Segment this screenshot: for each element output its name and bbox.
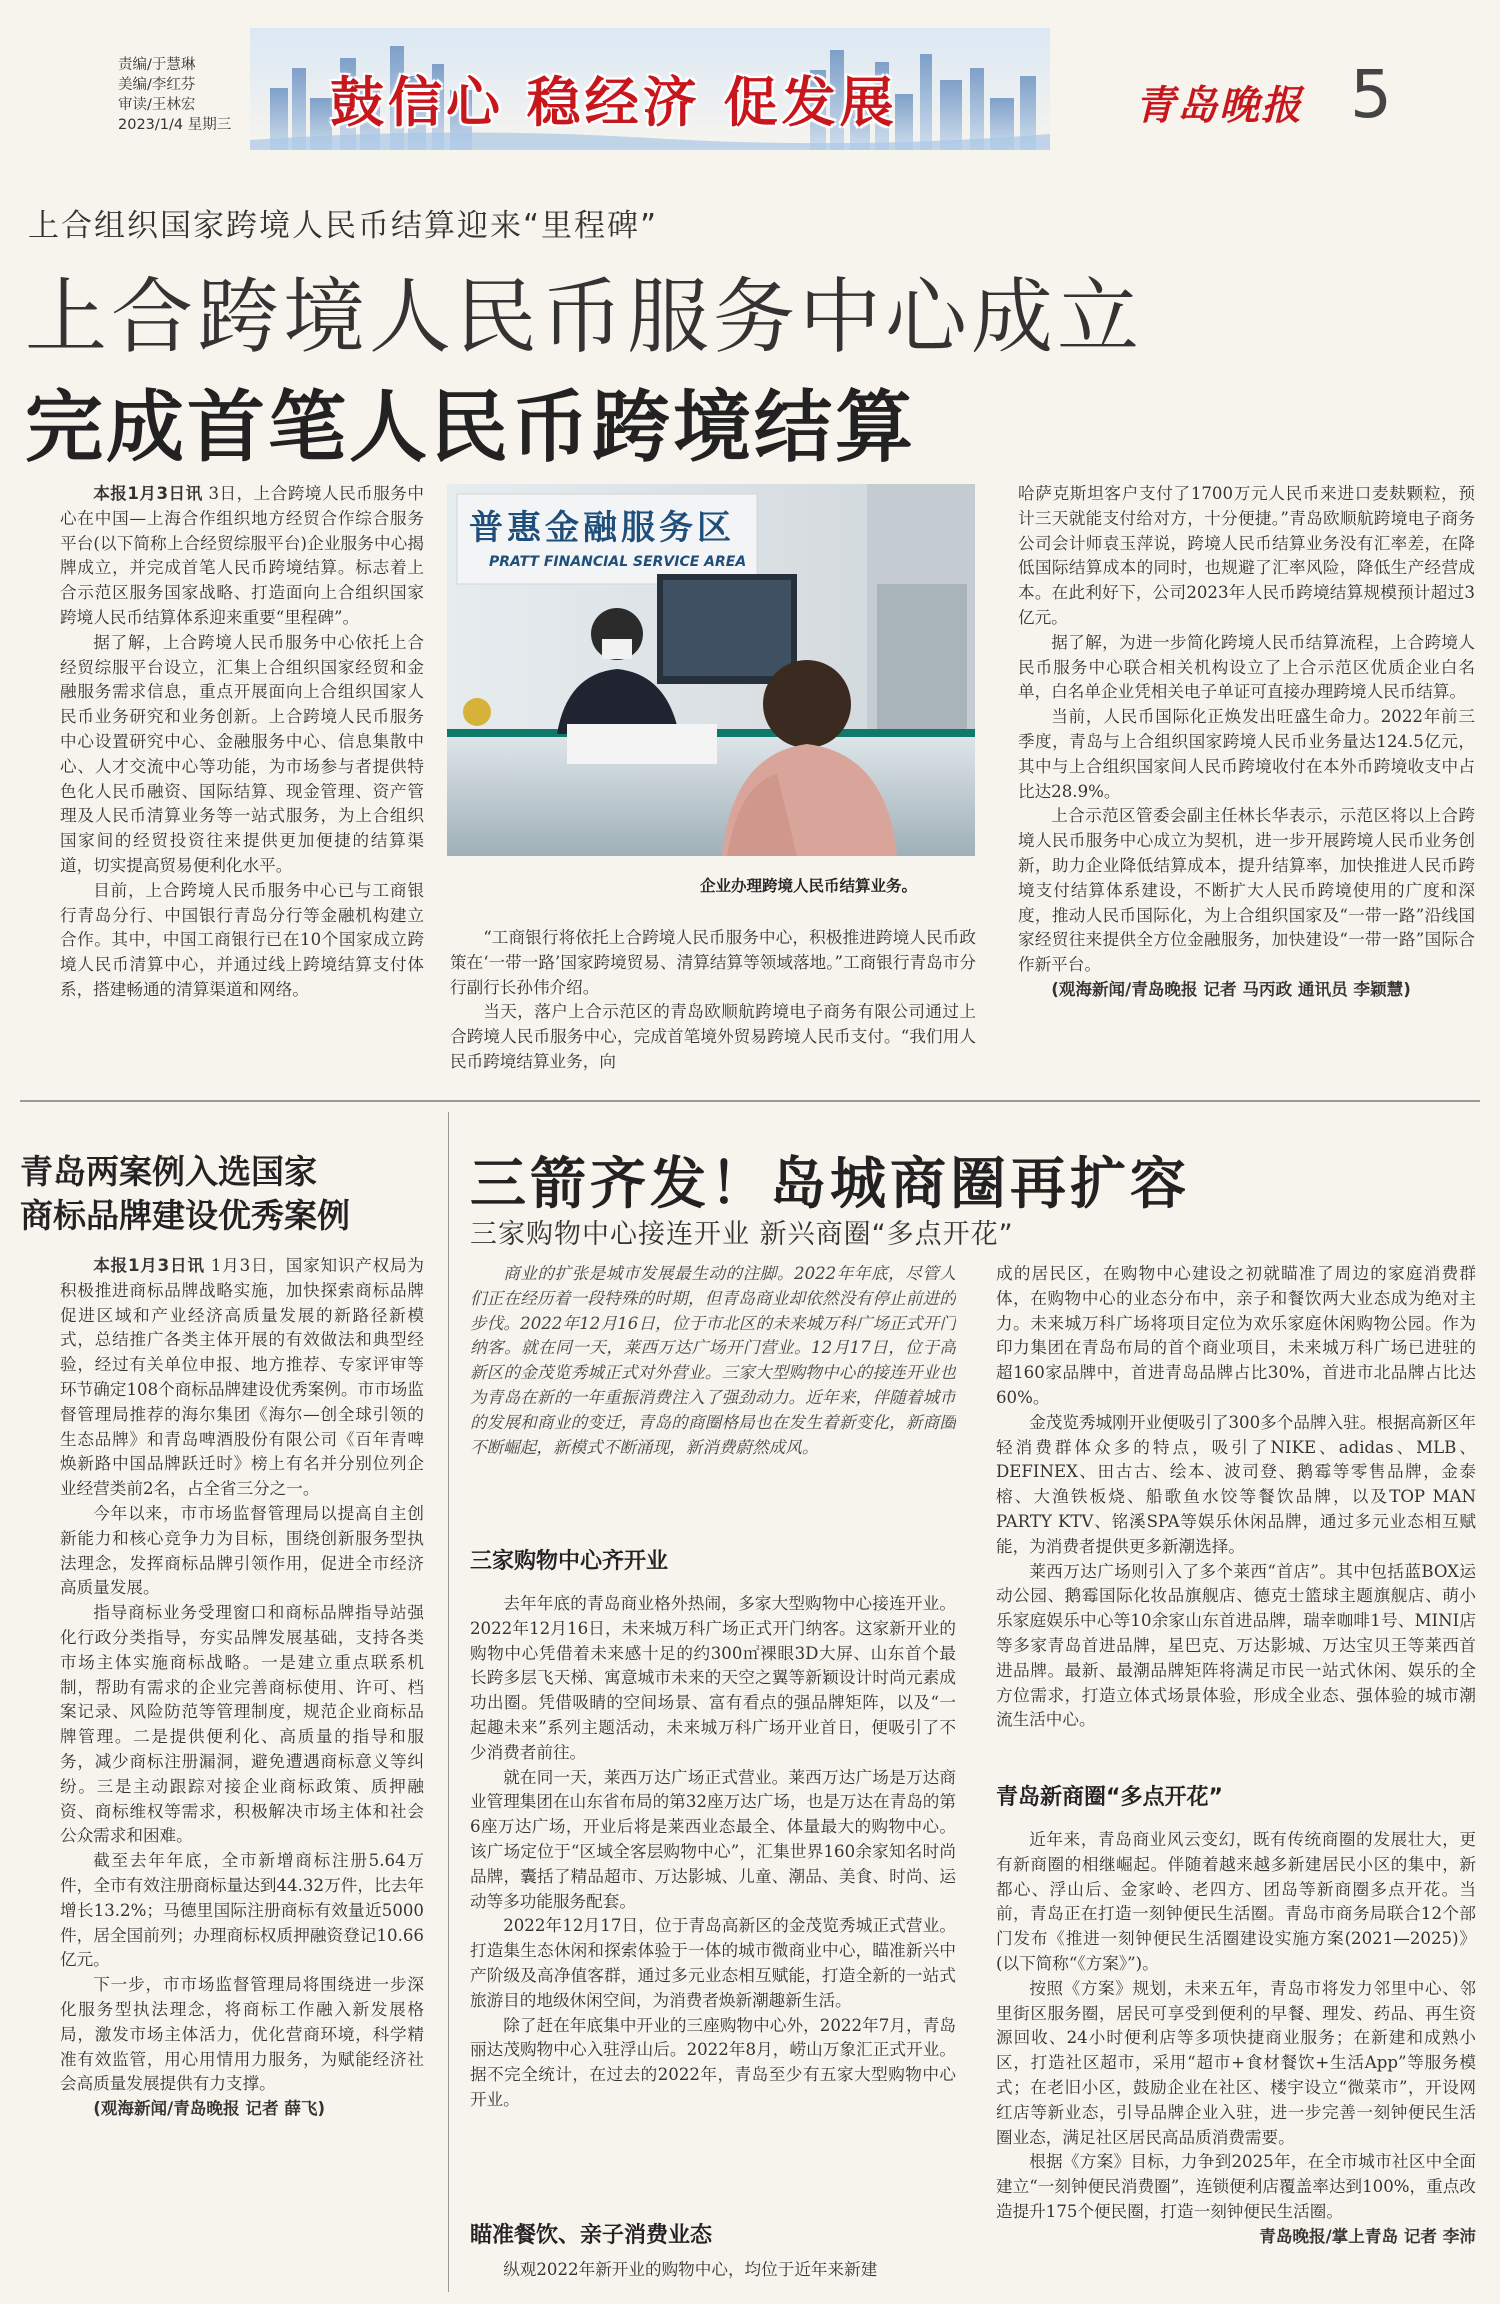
mall-column-3 <box>996 1828 1476 2294</box>
trademark-p2: 今年以来，市市场监督管理局以提高自主创新能力和核心竞争力为目标，围绕创新服务型执法理念，发挥商标品牌引领作用，促进全市经济高质量发展。 <box>60 1503 424 1598</box>
mall-intro-text: 商业的扩张是城市发展最生动的注脚。2022年年底，尽管人们正在经历着一段特殊的时期，但青岛商业却依然没有停止前进的步伐。2022年12月16日，位于市北区的未来城万科广场正式开门纳客。就在同一天，莱西万达广场开门营业。12月17日，位于高新区的金茂览秀城正式对外营业。三家大型购物中心的接连开业也为青岛在新的一年重振消费注入了强劲动力。近年来，伴随着城市的发展和商业的变迁，青岛的商圈格局也在发生着新变化，新商圈不断崛起，新模式不断涌现，新消费蔚然成风。 <box>470 1264 956 1457</box>
trademark-p1: 1月3日，国家知识产权局为积极推进商标品牌战略实施，加快探索商标品牌促进区域和产业经济高质量发展的新路径新模式，总结推广各类主体开展的有效做法和典型经验，经过有关单位申报、地方推荐、专家评审等环节确定108个商标品牌建设优秀案例。市市场监督管理局推荐的海尔集团《海尔—创全球引领的生态品牌》和青岛啤酒股份有限公司《百年青啤焕新路中国品牌跃迁时》榜上有名并分别位列企业经营类前2名，占全省三分之一。 <box>60 1256 424 1499</box>
lead-headline-line2: 完成首笔人民币跨境结算 <box>25 383 917 473</box>
proofreader-credit: 审读/王林宏 <box>118 97 196 113</box>
photo-caption: 企业办理跨境人民币结算业务。 <box>700 877 918 895</box>
trademark-byline: (观海新闻/青岛晚报 记者 薛飞) <box>93 2099 326 2119</box>
mall-section2-heading: 瞄准餐饮、亲子消费业态 <box>470 2223 713 2248</box>
lead-col1-p1: 3日，上合跨境人民币服务中心在中国—上海合作组织地方经贸合作综合服务平台(以下简称上合经贸综服平台)企业服务中心揭牌成立，并完成首笔人民币跨境结算。标志着上合示范区服务国家战略、打造面向上合组织国家跨境人民币结算体系迎来重要“里程碑”。 <box>60 484 424 627</box>
lead-column-2 <box>450 926 976 1084</box>
lead-col3-p4: 上合示范区管委会副主任林长华表示，示范区将以上合跨境人民币服务中心成立为契机，进一步开展跨境人民币业务创新，助力企业降低结算成本，提升结算率，加快推进人民币跨境支付结算体系建设，不断扩大人民币跨境使用的广度和深度，推动人民币国际化，为上合组织国家及“一带一路”沿线国家经贸往来提供全方位金融服务，加快建设“一带一路”国际合作新平台。 <box>1018 806 1475 975</box>
photo-sign-cn: 普惠金融服务区 <box>469 508 735 548</box>
trademark-p3: 指导商标业务受理窗口和商标品牌指导站强化行政分类指导，夯实品牌发展基础，支持各类市场主体实施商标战略。一是建立重点联系机制，帮助有需求的企业完善商标使用、许可、档案记录、风险防范等管理制度，规范企业商标品牌管理。二是提供便利化、高质量的指导和服务，减少商标注册漏洞，避免遭遇商标意义等纠纷。三是主动跟踪对接企业商标政策、质押融资、商标维权等需求，积极解决市场主体和社会公众需求和困难。 <box>60 1603 424 1846</box>
mall-column-2 <box>996 1262 1476 1762</box>
mall-c3-p3: 莱西万达广场则引入了多个莱西“首店”。其中包括蓝BOX运动公园、鹅霉国际化妆品旗舰店、德克士篮球主题旗舰店、萌小乐家庭娱乐中心等10余家山东首进品牌，瑞幸咖啡1号、MINI店等多家青岛首进品牌，星巴克、万达影城、万达宝贝王等莱西首进品牌。最新、最潮品牌矩阵将满足市民一站式休闲、娱乐的全方位需求，打造立体式场景体验，形成全业态、强体验的城市潮流生活中心。 <box>996 1561 1476 1730</box>
lead-col2-p1: “工商银行将依托上合跨境人民币服务中心，积极推进跨境人民币政策在‘一带一路’国家跨境贸易、清算结算等领域落地。”工商银行青岛市分行副行长孙伟介绍。 <box>450 928 976 997</box>
mall-headline: 三箭齐发！岛城商圈再扩容 <box>470 1152 1190 1217</box>
trademark-headline-line2: 商标品牌建设优秀案例 <box>20 1196 350 1235</box>
lead-col1-p3: 目前，上合跨境人民币服务中心已与工商银行青岛分行、中国银行青岛分行等金融机构建立合作。其中，中国工商银行已在10个国家成立跨境人民币清算中心，并通过线上跨境结算支付体系，搭建畅通的清算渠道和网络。 <box>60 880 424 999</box>
mall-intro <box>470 1262 956 1530</box>
mall-s2-p1: 纵观2022年新开业的购物中心，均位于近年来新建 <box>503 2260 878 2279</box>
mall-c3-p1: 成的居民区，在购物中心建设之初就瞄准了周边的家庭消费群体，在购物中心的业态分布中，亲子和餐饮两大业态成为绝对主力。未来城万科广场将项目定位为欢乐家庭休闲购物公园。作为印力集团在青岛布局的首个商业项目，未来城万科广场已进驻的超160家品牌中，首进青岛品牌占比30%，首进市北品牌占比达60%。 <box>996 1264 1476 1407</box>
mall-s3-p1: 近年来，青岛商业风云变幻，既有传统商圈的发展壮大，更有新商圈的相继崛起。伴随着越来越多新建居民小区的集中，新都心、浮山后、金家岭、老四方、团岛等新商圈多点开花。当前，青岛正在打造一刻钟便民生活圈。青岛市商务局联合12个部门发布《推进一刻钟便民生活圈建设实施方案(2021—2025)》(以下简称“《方案》”)。 <box>996 1830 1476 1973</box>
page-number: 5 <box>1350 56 1392 133</box>
trademark-column <box>60 1254 424 2284</box>
section-divider <box>20 1100 1480 1102</box>
mall-s1-p1: 去年年底的青岛商业格外热闹，多家大型购物中心接连开业。2022年12月16日，未来城万科广场正式开门纳客。这家新开业的购物中心凭借着未来感十足的约300㎡裸眼3D大屏、山东首个最长跨多层飞天梯、寓意城市未来的天空之翼等新颖设计时尚元素成功出圈。凭借吸睛的空间场景、富有看点的强品牌矩阵，以及“一起趣未来”系列主题活动，未来城万科广场开业首日，便吸引了不少消费者前往。 <box>470 1594 956 1762</box>
mall-subheadline: 三家购物中心接连开业 新兴商圈“多点开花” <box>470 1219 1014 1250</box>
newspaper-masthead: 青岛晚报 <box>1135 82 1303 129</box>
lead-col2-p2: 当天，落户上合示范区的青岛欧顺航跨境电子商务有限公司通过上合跨境人民币服务中心，完成首笔境外贸易跨境人民币支付。“我们用人民币跨境结算业务，向 <box>450 1002 976 1071</box>
trademark-p4: 截至去年年底，全市新增商标注册5.64万件，全市有效注册商标量达到44.32万件，比去年增长13.2%；马德里国际注册商标有效量近5000件，居全国前列；办理商标权质押融资登记10.66亿元。 <box>60 1851 424 1970</box>
mall-s3-p3: 根据《方案》目标，力争到2025年，在全市城市社区中全面建立“一刻钟便民消费圈”，连锁便利店覆盖率达到100%，重点改造提升175个便民圈，打造一刻钟便民生活圈。 <box>996 2152 1476 2221</box>
trademark-headline-line1: 青岛两案例入选国家 <box>20 1152 317 1191</box>
mall-s3-p2: 按照《方案》规划，未来五年，青岛市将发力邻里中心、邻里街区服务圈，居民可享受到便利的早餐、理发、药品、再生资源回收、24小时便利店等多项快捷商业服务；在新建和成熟小区，打造社区超市，采用“超市+食材餐饮+生活App”等服务模式；在老旧小区，鼓励企业在社区、楼宇设立“微菜市”，开设网红店等新业态，引导品牌企业入驻，进一步完善一刻钟便民生活圈业态，满足社区居民高品质消费需要。 <box>996 1978 1476 2147</box>
lead-column-3 <box>1018 482 1475 1087</box>
mall-s1-p4: 除了赶在年底集中开业的三座购物中心外，2022年7月，青岛丽达茂购物中心入驻浮山后。2022年8月，崂山万象汇正式开业。据不完全统计，在过去的2022年，青岛至少有五家大型购物中心开业。 <box>470 2015 956 2109</box>
trademark-headline <box>20 1150 350 1238</box>
mall-s1-p3: 2022年12月17日，位于青岛高新区的金茂览秀城正式营业。打造集生态休闲和探索体验于一体的城市微商业中心，瞄准新兴中产阶级及高净值客群，通过多元业态相互赋能，打造全新的一站式旅游目的地级休闲空间，为消费者焕新潮趣新生活。 <box>470 1916 956 2010</box>
designer-credit: 美编/李红芬 <box>118 77 196 93</box>
photo-sign-en: PRATT FINANCIAL SERVICE AREA <box>489 554 747 570</box>
lead-byline: (观海新闻/青岛晚报 记者 马丙政 通讯员 李颖慧) <box>1051 979 1411 999</box>
lead-photo <box>447 484 975 856</box>
lead-column-1 <box>60 482 424 1082</box>
trademark-p5: 下一步，市市场监督管理局将围绕进一步深化服务型执法理念，将商标工作融入新发展格局，激发市场主体活力，优化营商环境，科学精准有效监管，用心用情用力服务，为赋能经济社会高质量发展提供有力支撑。 <box>60 1975 424 2094</box>
mall-section1-heading: 三家购物中心齐开业 <box>470 1549 669 1574</box>
banner-title: 鼓信心 稳经济 促发展 <box>330 71 898 134</box>
issue-date: 2023/1/4 星期三 <box>118 117 232 133</box>
column-divider <box>448 1112 449 2292</box>
mall-s2-column <box>470 2258 956 2288</box>
lead-col3-p2: 据了解，为进一步简化跨境人民币结算流程，上合跨境人民币服务中心联合相关机构设立了上合示范区优质企业白名单，白名单企业凭相关电子单证可直接办理跨境人民币结算。 <box>1018 632 1475 702</box>
lead-kicker: 上合组织国家跨境人民币结算迎来“里程碑” <box>28 208 659 244</box>
mall-column-1 <box>470 1592 956 2210</box>
editor-credit: 责编/于慧琳 <box>118 57 196 73</box>
lead-col3-p3: 当前，人民币国际化正焕发出旺盛生命力。2022年前三季度，青岛与上合组织国家跨境人民币业务量达124.5亿元，其中与上合组织国家间人民币跨境收付在本外币跨境收支中占比达28.9%。 <box>1018 707 1475 801</box>
header-credits <box>118 55 231 135</box>
trademark-dateline: 本报1月3日讯 <box>93 1256 205 1275</box>
mall-s1-p2: 就在同一天，莱西万达广场正式营业。莱西万达广场是万达商业管理集团在山东省布局的第32座万达广场，也是万达在青岛的第6座万达广场，开业后将是莱西业态最全、体量最大的购物中心。该广场定位于“区域全客层购物中心”，汇集世界160余家知名时尚品牌，囊括了精品超市、万达影城、儿童、潮品、美食、时尚、运动等多功能服务配套。 <box>470 1767 956 1911</box>
mall-byline: 青岛晚报/掌上青岛 记者 李沛 <box>1259 2226 1476 2246</box>
mall-c3-p2: 金茂览秀城刚开业便吸引了300多个品牌入驻。根据高新区年轻消费群体众多的特点，吸引了NIKE、adidas、MLB、DEFINEX、田古古、绘本、波司登、鹅霉等零售品牌，金泰榕、大渔铁板烧、船歌鱼水饺等餐饮品牌，以及TOP MAN PARTY KTV、铭溪SPA等娱乐休闲品牌，通过多元业态相互赋能，为消费者提供更多新潮选择。 <box>996 1412 1476 1556</box>
lead-col3-p1: 哈萨克斯坦客户支付了1700万元人民币来进口麦麸颗粒，预计三天就能支付给对方，十分便捷。”青岛欧顺航跨境电子商务公司会计师袁玉萍说，跨境人民币结算业务没有汇率差，在降低国际结算成本的同时，也规避了汇率风险，降低生产经营成本。在此利好下，公司2023年人民币跨境结算规模预计超过3亿元。 <box>1018 484 1475 627</box>
lead-headline-line1: 上合跨境人民币服务中心成立 <box>25 270 1144 365</box>
mall-section3-heading: 青岛新商圈“多点开花” <box>996 1785 1223 1810</box>
lead-col1-p2: 据了解，上合跨境人民币服务中心依托上合经贸综服平台设立，汇集上合组织国家经贸和金融服务需求信息，重点开展面向上合组织国家人民币业务研究和业务创新。上合跨境人民币服务中心设置研究中心、金融服务中心、信息集散中心、人才交流中心等功能，为市场参与者提供特色化人民币融资、国际结算、现金管理、资产管理及人民币清算业务等一站式服务，为上合组织国家间的经贸投资往来提供更加便捷的结算渠道，切实提高贸易便利化水平。 <box>60 632 424 875</box>
lead-dateline: 本报1月3日讯 <box>93 484 203 503</box>
